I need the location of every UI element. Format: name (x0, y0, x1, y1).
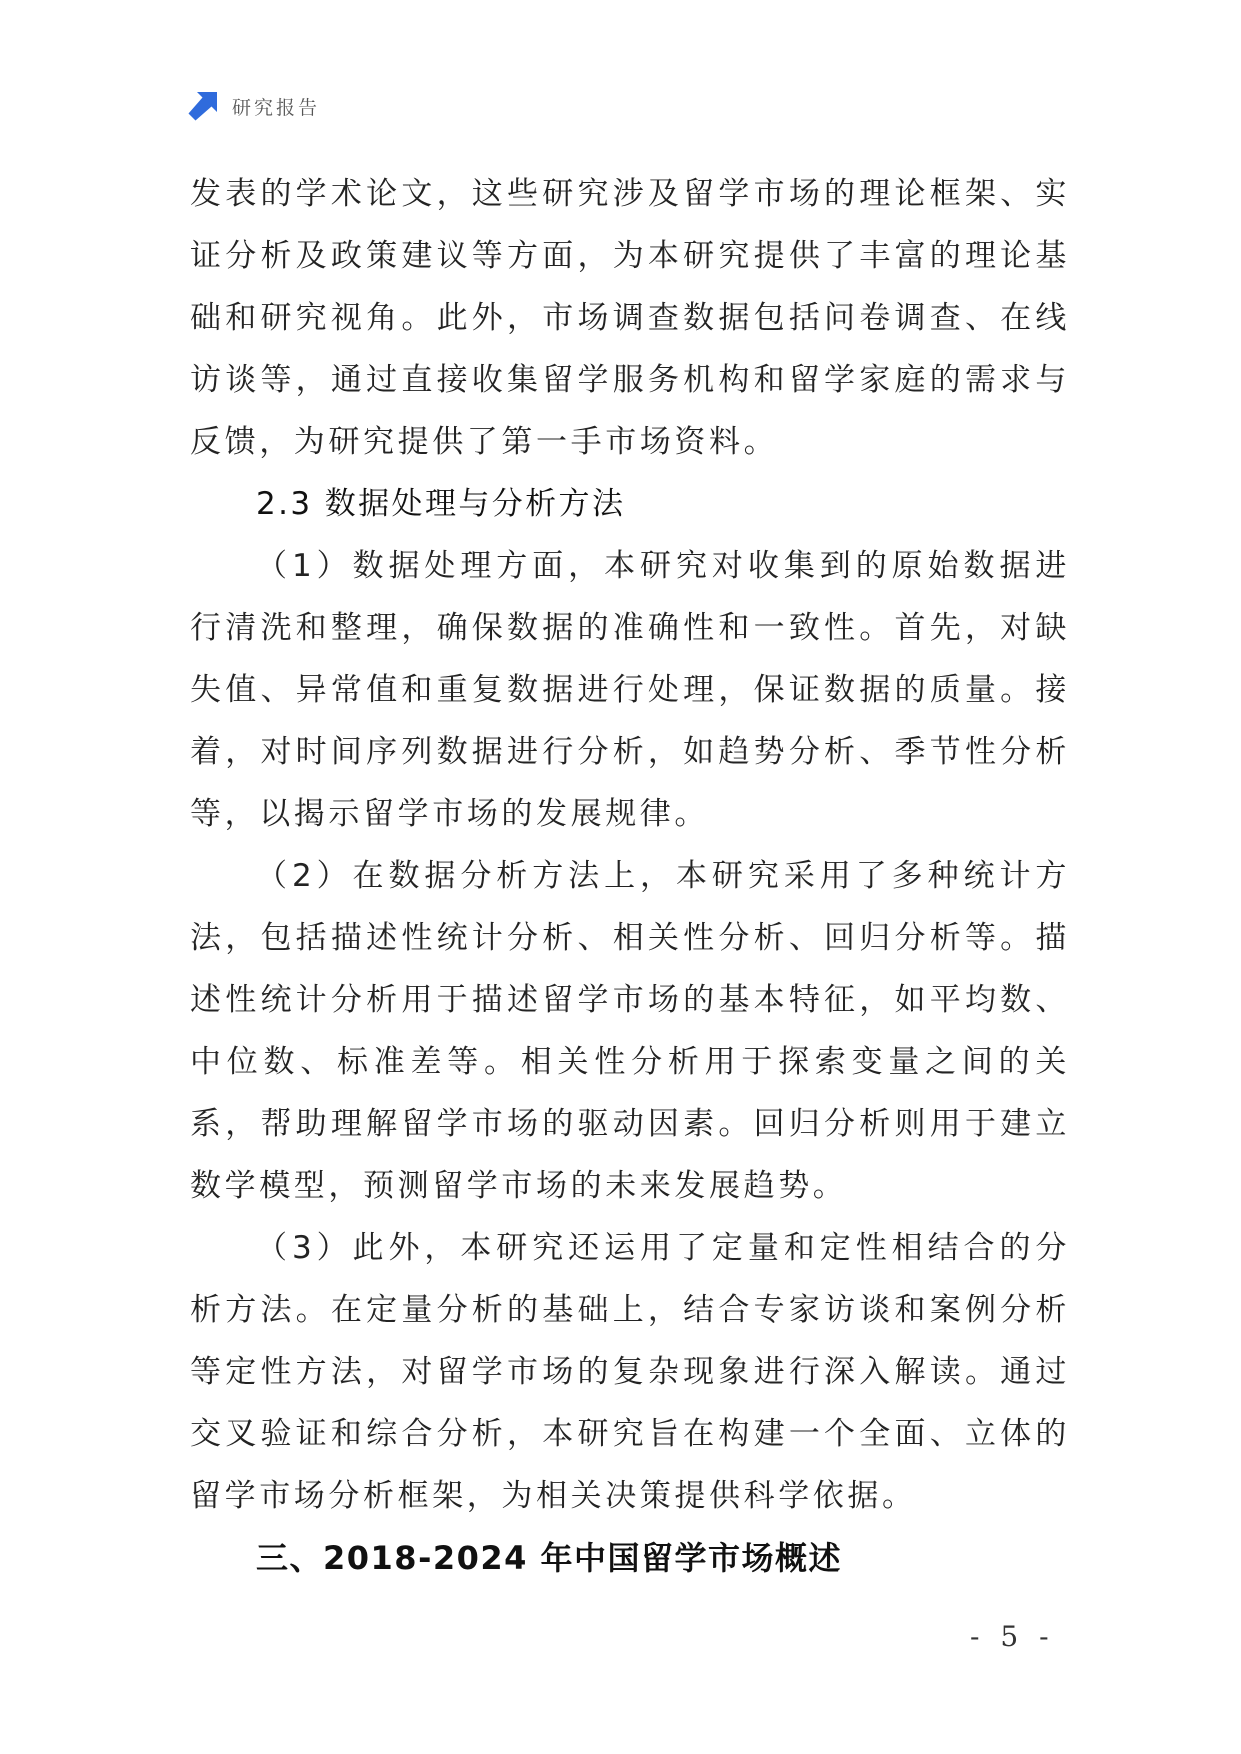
arrow-up-right-icon (188, 91, 218, 121)
report-header (188, 88, 320, 124)
page-number: - 5 - (970, 1620, 1055, 1653)
subheading-2-3: 2.3 数据处理与分析方法 (256, 486, 626, 522)
body-paragraph: 发表的学术论文，这些研究涉及留学市场的理论框架、实证分析及政策建议等方面，为本研究提供了丰富的理论基础和研究视角。此外，市场调查数据包括问卷调查、在线访谈等，通过直接收集留学服务机构和留学家庭的需求与反馈，为研究提供了第一手市场资料。 (190, 176, 1070, 460)
header-title: 研究报告 (232, 96, 321, 119)
section-heading-3: 三、2018-2024 年中国留学市场概述 (256, 1539, 843, 1577)
body-paragraph: （3）此外，本研究还运用了定量和定性相结合的分析方法。在定量分析的基础上，结合专家访谈和案例分析等定性方法，对留学市场的复杂现象进行深入解读。通过交叉验证和综合分析，本研究旨在构建一个全面、立体的留学市场分析框架，为相关决策提供科学依据。 (190, 1230, 1070, 1514)
body-paragraph: （2）在数据分析方法上，本研究采用了多种统计方法，包括描述性统计分析、相关性分析、回归分析等。描述性统计分析用于描述留学市场的基本特征，如平均数、中位数、标准差等。相关性分析用于探索变量之间的关系，帮助理解留学市场的驱动因素。回归分析则用于建立数学模型，预测留学市场的未来发展趋势。 (190, 858, 1070, 1204)
body-paragraph: （1）数据处理方面，本研究对收集到的原始数据进行清洗和整理，确保数据的准确性和一致性。首先，对缺失值、异常值和重复数据进行处理，保证数据的质量。接着，对时间序列数据进行分析，如趋势分析、季节性分析等，以揭示留学市场的发展规律。 (190, 548, 1070, 832)
document-body (190, 163, 1070, 1589)
